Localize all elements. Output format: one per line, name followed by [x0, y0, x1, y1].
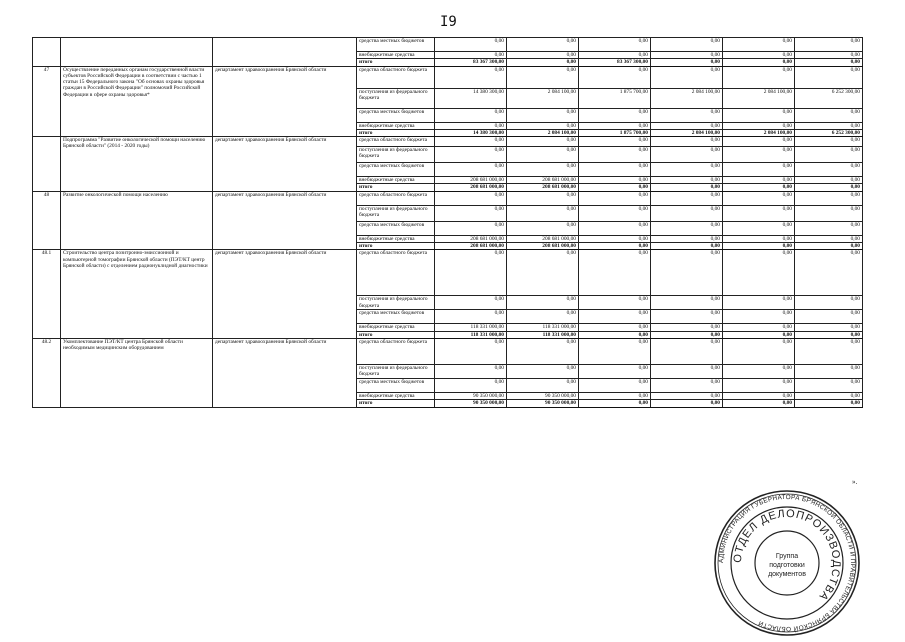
amount-cell: 0,00	[795, 364, 863, 378]
amount-cell: 2 084 100,00	[723, 129, 795, 136]
amount-cell: 0,00	[435, 108, 507, 122]
amount-cell: 0,00	[651, 184, 723, 191]
amount-cell: 0,00	[579, 52, 651, 59]
amount-cell: 0,00	[723, 163, 795, 177]
amount-cell: 0,00	[579, 66, 651, 88]
amount-cell: 0,00	[435, 52, 507, 59]
page-number: I9	[440, 14, 457, 30]
amount-cell: 0,00	[723, 147, 795, 163]
amount-cell: 208 681 000,00	[507, 184, 579, 191]
amount-cell: 208 681 000,00	[507, 243, 579, 250]
amount-cell: 0,00	[435, 338, 507, 364]
executor-cell: департамент здравоохранения Брянской области	[213, 137, 357, 192]
amount-cell: 0,00	[723, 66, 795, 88]
amount-cell: 0,00	[795, 331, 863, 338]
amount-cell: 0,00	[723, 137, 795, 147]
funding-source-cell: средства областного бюджета	[357, 191, 435, 205]
amount-cell: 0,00	[507, 310, 579, 324]
executor-cell: департамент здравоохранения Брянской области	[213, 66, 357, 137]
budget-table-body	[33, 38, 863, 408]
amount-cell: 0,00	[723, 324, 795, 331]
amount-cell: 0,00	[723, 235, 795, 242]
amount-cell: 0,00	[723, 400, 795, 407]
amount-cell: 0,00	[651, 52, 723, 59]
amount-cell: 0,00	[579, 221, 651, 235]
svg-text:ОТДЕЛ ДЕЛОПРОИЗВОДСТВА: ОТДЕЛ ДЕЛОПРОИЗВОДСТВА	[731, 507, 843, 603]
amount-cell: 0,00	[723, 243, 795, 250]
amount-cell: 0,00	[723, 221, 795, 235]
amount-cell: 0,00	[651, 221, 723, 235]
amount-cell: 0,00	[579, 38, 651, 52]
amount-cell: 0,00	[507, 250, 579, 296]
amount-cell: 83 367 300,00	[579, 59, 651, 66]
amount-cell: 0,00	[579, 147, 651, 163]
svg-text:Группа: Группа	[775, 553, 799, 560]
amount-cell: 0,00	[795, 250, 863, 296]
funding-source-cell: средства местных бюджетов	[357, 38, 435, 52]
amount-cell: 0,00	[507, 338, 579, 364]
amount-cell: 0,00	[651, 38, 723, 52]
funding-source-cell: внебюджетные средства	[357, 122, 435, 129]
measure-description-cell: Строительство центра позитронно-эмиссионной и компьютерной томографии Брянской области (ПЭТ/КТ центр Брянской области) с отделением радионуклидной диагностики	[61, 250, 213, 339]
funding-source-cell: итого	[357, 59, 435, 66]
amount-cell: 208 681 000,00	[435, 184, 507, 191]
amount-cell: 0,00	[507, 38, 579, 52]
amount-cell: 0,00	[795, 108, 863, 122]
amount-cell: 0,00	[795, 296, 863, 310]
amount-cell: 0,00	[579, 378, 651, 392]
amount-cell: 2 084 100,00	[651, 88, 723, 108]
funding-source-cell: средства областного бюджета	[357, 66, 435, 88]
amount-cell: 0,00	[795, 243, 863, 250]
amount-cell: 0,00	[579, 163, 651, 177]
funding-source-cell: итого	[357, 243, 435, 250]
amount-cell: 0,00	[507, 137, 579, 147]
table-row	[33, 38, 863, 52]
svg-text:подготовки: подготовки	[769, 562, 805, 569]
funding-source-cell: средства областного бюджета	[357, 137, 435, 147]
amount-cell: 0,00	[651, 250, 723, 296]
amount-cell: 208 681 000,00	[507, 177, 579, 184]
amount-cell: 118 331 000,00	[435, 324, 507, 331]
funding-source-cell: итого	[357, 129, 435, 136]
amount-cell: 0,00	[651, 378, 723, 392]
funding-source-cell: средства областного бюджета	[357, 250, 435, 296]
amount-cell: 0,00	[795, 137, 863, 147]
amount-cell: 0,00	[795, 59, 863, 66]
amount-cell: 0,00	[651, 392, 723, 399]
amount-cell: 0,00	[795, 163, 863, 177]
amount-cell: 208 681 000,00	[435, 235, 507, 242]
funding-source-cell: средства местных бюджетов	[357, 378, 435, 392]
amount-cell: 0,00	[723, 364, 795, 378]
amount-cell: 14 380 300,00	[435, 88, 507, 108]
amount-cell: 0,00	[723, 205, 795, 221]
amount-cell: 0,00	[795, 184, 863, 191]
amount-cell: 0,00	[507, 378, 579, 392]
item-number-cell: 47	[33, 66, 61, 137]
amount-cell: 0,00	[723, 378, 795, 392]
amount-cell: 0,00	[579, 243, 651, 250]
carryover-desc-cell	[61, 38, 213, 67]
funding-source-cell: поступления из федерального бюджета	[357, 205, 435, 221]
amount-cell: 0,00	[651, 66, 723, 88]
measure-description-cell: Развитие онкологической помощи населению	[61, 191, 213, 250]
amount-cell: 0,00	[651, 205, 723, 221]
funding-source-cell: итого	[357, 184, 435, 191]
amount-cell: 0,00	[579, 235, 651, 242]
amount-cell: 1 875 700,00	[579, 88, 651, 108]
executor-cell: департамент здравоохранения Брянской области	[213, 338, 357, 407]
amount-cell: 208 681 000,00	[435, 177, 507, 184]
amount-cell: 0,00	[507, 59, 579, 66]
amount-cell: 90 350 000,00	[507, 400, 579, 407]
funding-source-cell: средства местных бюджетов	[357, 108, 435, 122]
funding-source-cell: итого	[357, 400, 435, 407]
amount-cell: 0,00	[723, 331, 795, 338]
amount-cell: 0,00	[723, 392, 795, 399]
amount-cell: 0,00	[723, 184, 795, 191]
amount-cell: 6 252 300,00	[795, 88, 863, 108]
amount-cell: 0,00	[507, 364, 579, 378]
amount-cell: 2 084 100,00	[651, 129, 723, 136]
stamp-graphic	[712, 488, 862, 638]
table-row	[33, 191, 863, 205]
amount-cell: 0,00	[651, 400, 723, 407]
funding-source-cell: средства местных бюджетов	[357, 310, 435, 324]
amount-cell: 0,00	[651, 147, 723, 163]
amount-cell: 0,00	[507, 122, 579, 129]
amount-cell: 0,00	[507, 163, 579, 177]
amount-cell: 0,00	[435, 163, 507, 177]
funding-source-cell: поступления из федерального бюджета	[357, 364, 435, 378]
amount-cell: 0,00	[651, 331, 723, 338]
amount-cell: 0,00	[651, 177, 723, 184]
funding-source-cell: средства областного бюджета	[357, 338, 435, 364]
amount-cell: 0,00	[723, 177, 795, 184]
executor-cell: департамент здравоохранения Брянской области	[213, 250, 357, 339]
amount-cell: 0,00	[435, 296, 507, 310]
amount-cell: 0,00	[579, 338, 651, 364]
amount-cell: 0,00	[795, 221, 863, 235]
amount-cell: 0,00	[795, 66, 863, 88]
amount-cell: 0,00	[651, 108, 723, 122]
amount-cell: 0,00	[435, 364, 507, 378]
amount-cell: 0,00	[507, 221, 579, 235]
amount-cell: 0,00	[723, 122, 795, 129]
carryover-exec-cell	[213, 38, 357, 67]
measure-description-cell: Подпрограмма "Развитие онкологической помощи населению Брянской области" (2014 - 2020 годы)	[61, 137, 213, 192]
table-row	[33, 66, 863, 88]
amount-cell: 208 681 000,00	[507, 235, 579, 242]
amount-cell: 0,00	[651, 310, 723, 324]
amount-cell: 0,00	[723, 108, 795, 122]
amount-cell: 0,00	[579, 324, 651, 331]
item-number-cell: 48.2	[33, 338, 61, 407]
amount-cell: 0,00	[795, 191, 863, 205]
amount-cell: 0,00	[795, 38, 863, 52]
amount-cell: 0,00	[435, 221, 507, 235]
amount-cell: 0,00	[651, 296, 723, 310]
amount-cell: 118 331 000,00	[435, 331, 507, 338]
amount-cell: 0,00	[651, 59, 723, 66]
amount-cell: 0,00	[795, 310, 863, 324]
amount-cell: 0,00	[435, 147, 507, 163]
amount-cell: 0,00	[435, 378, 507, 392]
item-number-cell: 48	[33, 191, 61, 250]
amount-cell: 14 380 300,00	[435, 129, 507, 136]
amount-cell: 0,00	[795, 177, 863, 184]
amount-cell: 0,00	[723, 59, 795, 66]
amount-cell: 0,00	[723, 38, 795, 52]
amount-cell: 0,00	[579, 108, 651, 122]
amount-cell: 0,00	[579, 191, 651, 205]
funding-source-cell: средства местных бюджетов	[357, 221, 435, 235]
amount-cell: 0,00	[579, 205, 651, 221]
amount-cell: 0,00	[435, 191, 507, 205]
amount-cell: 0,00	[507, 296, 579, 310]
amount-cell: 2 084 100,00	[723, 88, 795, 108]
amount-cell: 0,00	[795, 378, 863, 392]
amount-cell: 0,00	[579, 310, 651, 324]
closing-quote-mark: ».	[852, 478, 858, 486]
amount-cell: 0,00	[795, 235, 863, 242]
amount-cell: 0,00	[651, 324, 723, 331]
funding-source-cell: внебюджетные средства	[357, 235, 435, 242]
amount-cell: 90 350 000,00	[435, 392, 507, 399]
funding-source-cell: поступления из федерального бюджета	[357, 296, 435, 310]
funding-source-cell: внебюджетные средства	[357, 392, 435, 399]
amount-cell: 0,00	[795, 400, 863, 407]
amount-cell: 0,00	[579, 137, 651, 147]
amount-cell: 0,00	[579, 250, 651, 296]
measure-description-cell: Осуществление переданных органам государственной власти субъектов Российской Федерации в соответствии с частью 1 статьи 15 Федерального закона "Об основах охраны здоровья граждан в Российской Федерации" полномочий Российской Федерации в сфере охраны здоровья*	[61, 66, 213, 137]
amount-cell: 118 331 000,00	[507, 324, 579, 331]
executor-cell: департамент здравоохранения Брянской области	[213, 191, 357, 250]
amount-cell: 0,00	[435, 205, 507, 221]
amount-cell: 0,00	[651, 364, 723, 378]
amount-cell: 118 331 000,00	[507, 331, 579, 338]
amount-cell: 0,00	[579, 122, 651, 129]
carryover-idx-cell	[33, 38, 61, 67]
amount-cell: 0,00	[651, 338, 723, 364]
amount-cell: 0,00	[651, 163, 723, 177]
budget-table	[32, 37, 863, 408]
funding-source-cell: средства местных бюджетов	[357, 163, 435, 177]
amount-cell: 0,00	[651, 122, 723, 129]
svg-text:АДМИНИСТРАЦИЯ ГУБЕРНАТОРА БРЯН: АДМИНИСТРАЦИЯ ГУБЕРНАТОРА БРЯНСКОЙ ОБЛАСТИ И ПРАВИТЕЛЬСТВА БРЯНСКОЙ ОБЛАСТИ	[717, 493, 857, 633]
amount-cell: 2 084 100,00	[507, 129, 579, 136]
amount-cell: 0,00	[795, 324, 863, 331]
amount-cell: 0,00	[723, 191, 795, 205]
amount-cell: 0,00	[435, 310, 507, 324]
amount-cell: 0,00	[507, 108, 579, 122]
amount-cell: 0,00	[507, 147, 579, 163]
amount-cell: 0,00	[723, 296, 795, 310]
amount-cell: 1 875 700,00	[579, 129, 651, 136]
amount-cell: 0,00	[507, 52, 579, 59]
amount-cell: 2 084 100,00	[507, 88, 579, 108]
amount-cell: 0,00	[723, 338, 795, 364]
measure-description-cell: Укомплектование ПЭТ/КТ центра Брянской области необходимым медицинским оборудованием	[61, 338, 213, 407]
amount-cell: 0,00	[435, 250, 507, 296]
amount-cell: 0,00	[723, 52, 795, 59]
amount-cell: 0,00	[795, 52, 863, 59]
amount-cell: 0,00	[579, 364, 651, 378]
amount-cell: 0,00	[507, 66, 579, 88]
item-number-cell	[33, 137, 61, 192]
funding-source-cell: поступления из федерального бюджета	[357, 88, 435, 108]
amount-cell: 0,00	[435, 38, 507, 52]
amount-cell: 0,00	[723, 250, 795, 296]
amount-cell: 0,00	[795, 147, 863, 163]
amount-cell: 0,00	[435, 122, 507, 129]
amount-cell: 0,00	[579, 331, 651, 338]
item-number-cell: 48.1	[33, 250, 61, 339]
table-row	[33, 250, 863, 296]
amount-cell: 0,00	[795, 122, 863, 129]
amount-cell: 90 350 000,00	[435, 400, 507, 407]
amount-cell: 0,00	[795, 392, 863, 399]
amount-cell: 0,00	[723, 310, 795, 324]
amount-cell: 0,00	[579, 392, 651, 399]
amount-cell: 0,00	[651, 235, 723, 242]
funding-source-cell: итого	[357, 331, 435, 338]
funding-source-cell: внебюджетные средства	[357, 52, 435, 59]
table-row	[33, 338, 863, 364]
amount-cell: 90 350 000,00	[507, 392, 579, 399]
amount-cell: 0,00	[579, 400, 651, 407]
amount-cell: 0,00	[507, 191, 579, 205]
amount-cell: 0,00	[651, 243, 723, 250]
amount-cell: 6 252 300,00	[795, 129, 863, 136]
amount-cell: 0,00	[795, 205, 863, 221]
amount-cell: 0,00	[579, 296, 651, 310]
amount-cell: 0,00	[579, 177, 651, 184]
amount-cell: 208 681 000,00	[435, 243, 507, 250]
table-row	[33, 137, 863, 147]
funding-source-cell: внебюджетные средства	[357, 177, 435, 184]
svg-text:документов: документов	[768, 571, 806, 578]
amount-cell: 83 367 300,00	[435, 59, 507, 66]
amount-cell: 0,00	[507, 205, 579, 221]
official-stamp	[712, 488, 862, 638]
amount-cell: 0,00	[579, 184, 651, 191]
amount-cell: 0,00	[651, 191, 723, 205]
amount-cell: 0,00	[435, 137, 507, 147]
amount-cell: 0,00	[651, 137, 723, 147]
funding-source-cell: внебюджетные средства	[357, 324, 435, 331]
amount-cell: 0,00	[435, 66, 507, 88]
funding-source-cell: поступления из федерального бюджета	[357, 147, 435, 163]
amount-cell: 0,00	[795, 338, 863, 364]
